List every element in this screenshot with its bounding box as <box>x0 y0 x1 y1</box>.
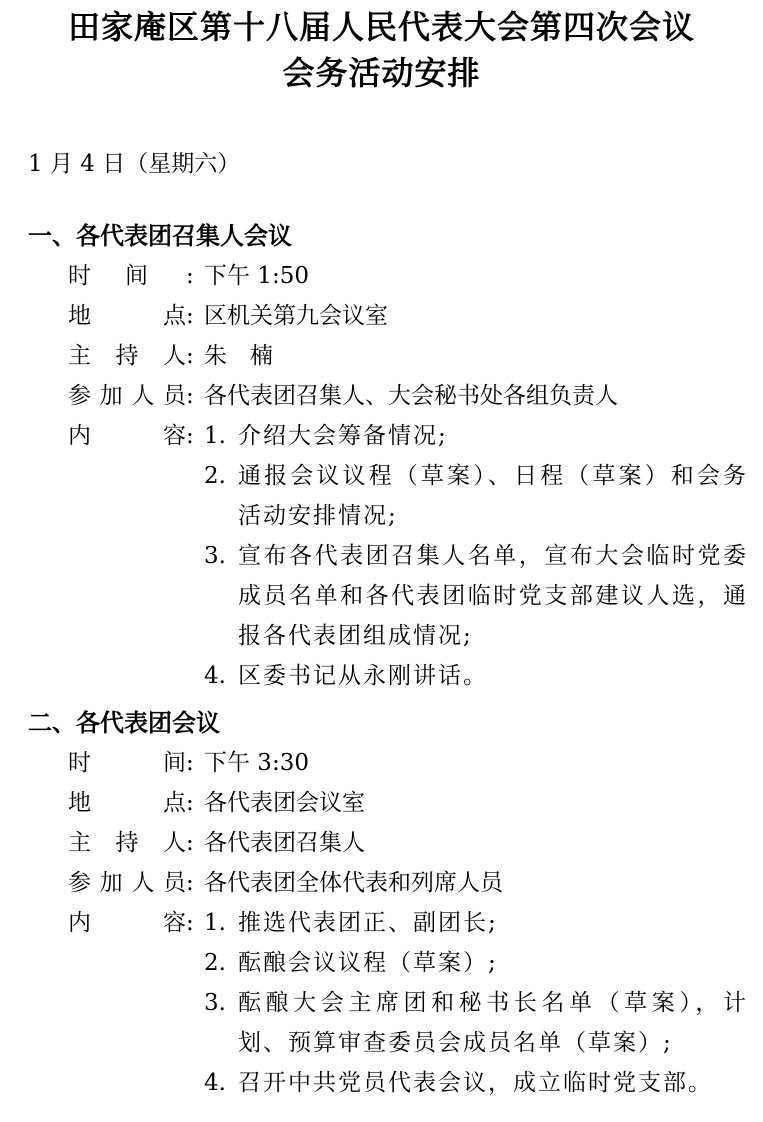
field-label: 内 容 <box>68 910 186 936</box>
field-colon: : <box>186 263 194 289</box>
field-colon: : <box>186 303 194 329</box>
field-time <box>28 743 748 783</box>
field-location <box>28 296 748 336</box>
field-colon: : <box>186 830 194 856</box>
field-value-host: 各代表团召集人 <box>204 830 365 856</box>
field-label: 参 加 人 员 <box>68 870 186 896</box>
list-item-text: 通报会议议程（草案）、日程（草案）和会务活动安排情况; <box>238 463 748 529</box>
list-item-text: 宣布各代表团召集人名单，宣布大会临时党委成员名单和各代表团临时党支部建议人选，通报各代表团组成情况; <box>238 543 748 649</box>
field-label: 时 间 <box>68 263 148 289</box>
field-label: 参 加 人 员 <box>68 383 186 409</box>
field-colon: : <box>186 423 194 449</box>
list-item-number: 1. <box>204 910 226 936</box>
list-item <box>28 983 748 1063</box>
section-convener-meeting <box>28 216 748 696</box>
field-host <box>28 823 748 863</box>
list-item-text: 酝酿大会主席团和秘书长名单（草案），计划、预算审查委员会成员名单（草案）; <box>238 990 748 1056</box>
field-location <box>28 783 748 823</box>
content-list <box>28 903 748 1103</box>
list-item-number: 4. <box>204 1070 226 1096</box>
list-item-text: 区委书记从永刚讲话。 <box>238 663 488 689</box>
field-colon: : <box>186 870 194 896</box>
list-item-text: 召开中共党员代表会议，成立临时党支部。 <box>238 1070 713 1096</box>
field-colon: : <box>186 910 194 936</box>
list-item-number: 1. <box>204 423 226 449</box>
field-value-location: 区机关第九会议室 <box>204 303 388 329</box>
document-title-line2: 会务活动安排 <box>282 54 481 92</box>
list-item-text: 推选代表团正、副团长; <box>238 910 498 936</box>
field-value-host: 朱 楠 <box>204 343 273 369</box>
list-item-number: 4. <box>204 663 226 689</box>
field-value-participants: 各代表团召集人、大会秘书处各组负责人 <box>204 383 618 409</box>
field-time <box>28 256 748 296</box>
list-item <box>28 903 748 943</box>
schedule-date: 1 月 4 日（星期六） <box>28 151 241 177</box>
field-label: 主 持 人 <box>68 830 186 856</box>
field-value-participants: 各代表团全体代表和列席人员 <box>204 870 503 896</box>
list-item-number: 3. <box>204 990 226 1016</box>
section-heading: 一、各代表团召集人会议 <box>28 221 292 250</box>
list-item-text: 介绍大会筹备情况; <box>238 423 448 449</box>
content-list <box>28 416 748 696</box>
field-label: 地 点 <box>68 790 186 816</box>
field-label: 内 容 <box>68 423 186 449</box>
field-participants <box>28 376 748 416</box>
field-participants <box>28 863 748 903</box>
field-colon: : <box>186 750 194 776</box>
document-title-line1: 田家庵区第十八届人民代表大会第四次会议 <box>67 8 695 46</box>
list-item-number: 2. <box>204 950 226 976</box>
field-label: 主 持 人 <box>68 343 186 369</box>
list-item-number: 3. <box>204 543 226 569</box>
section-delegation-meeting <box>28 703 748 1103</box>
list-item <box>28 536 748 656</box>
list-item <box>28 416 748 456</box>
list-item-text: 酝酿会议议程（草案）; <box>238 950 498 976</box>
field-value-location: 各代表团会议室 <box>204 790 365 816</box>
section-heading: 二、各代表团会议 <box>28 708 220 737</box>
field-colon: : <box>186 343 194 369</box>
field-label: 地 点 <box>68 303 186 329</box>
field-value-time: 下午 1:50 <box>204 263 309 289</box>
field-colon: : <box>186 383 194 409</box>
list-item <box>28 456 748 536</box>
list-item <box>28 943 748 983</box>
field-label: 时 间 <box>68 750 186 776</box>
list-item-number: 2. <box>204 463 226 489</box>
field-value-time: 下午 3:30 <box>204 750 309 776</box>
list-item <box>28 656 748 696</box>
list-item <box>28 1063 748 1103</box>
field-colon: : <box>186 790 194 816</box>
field-host <box>28 336 748 376</box>
